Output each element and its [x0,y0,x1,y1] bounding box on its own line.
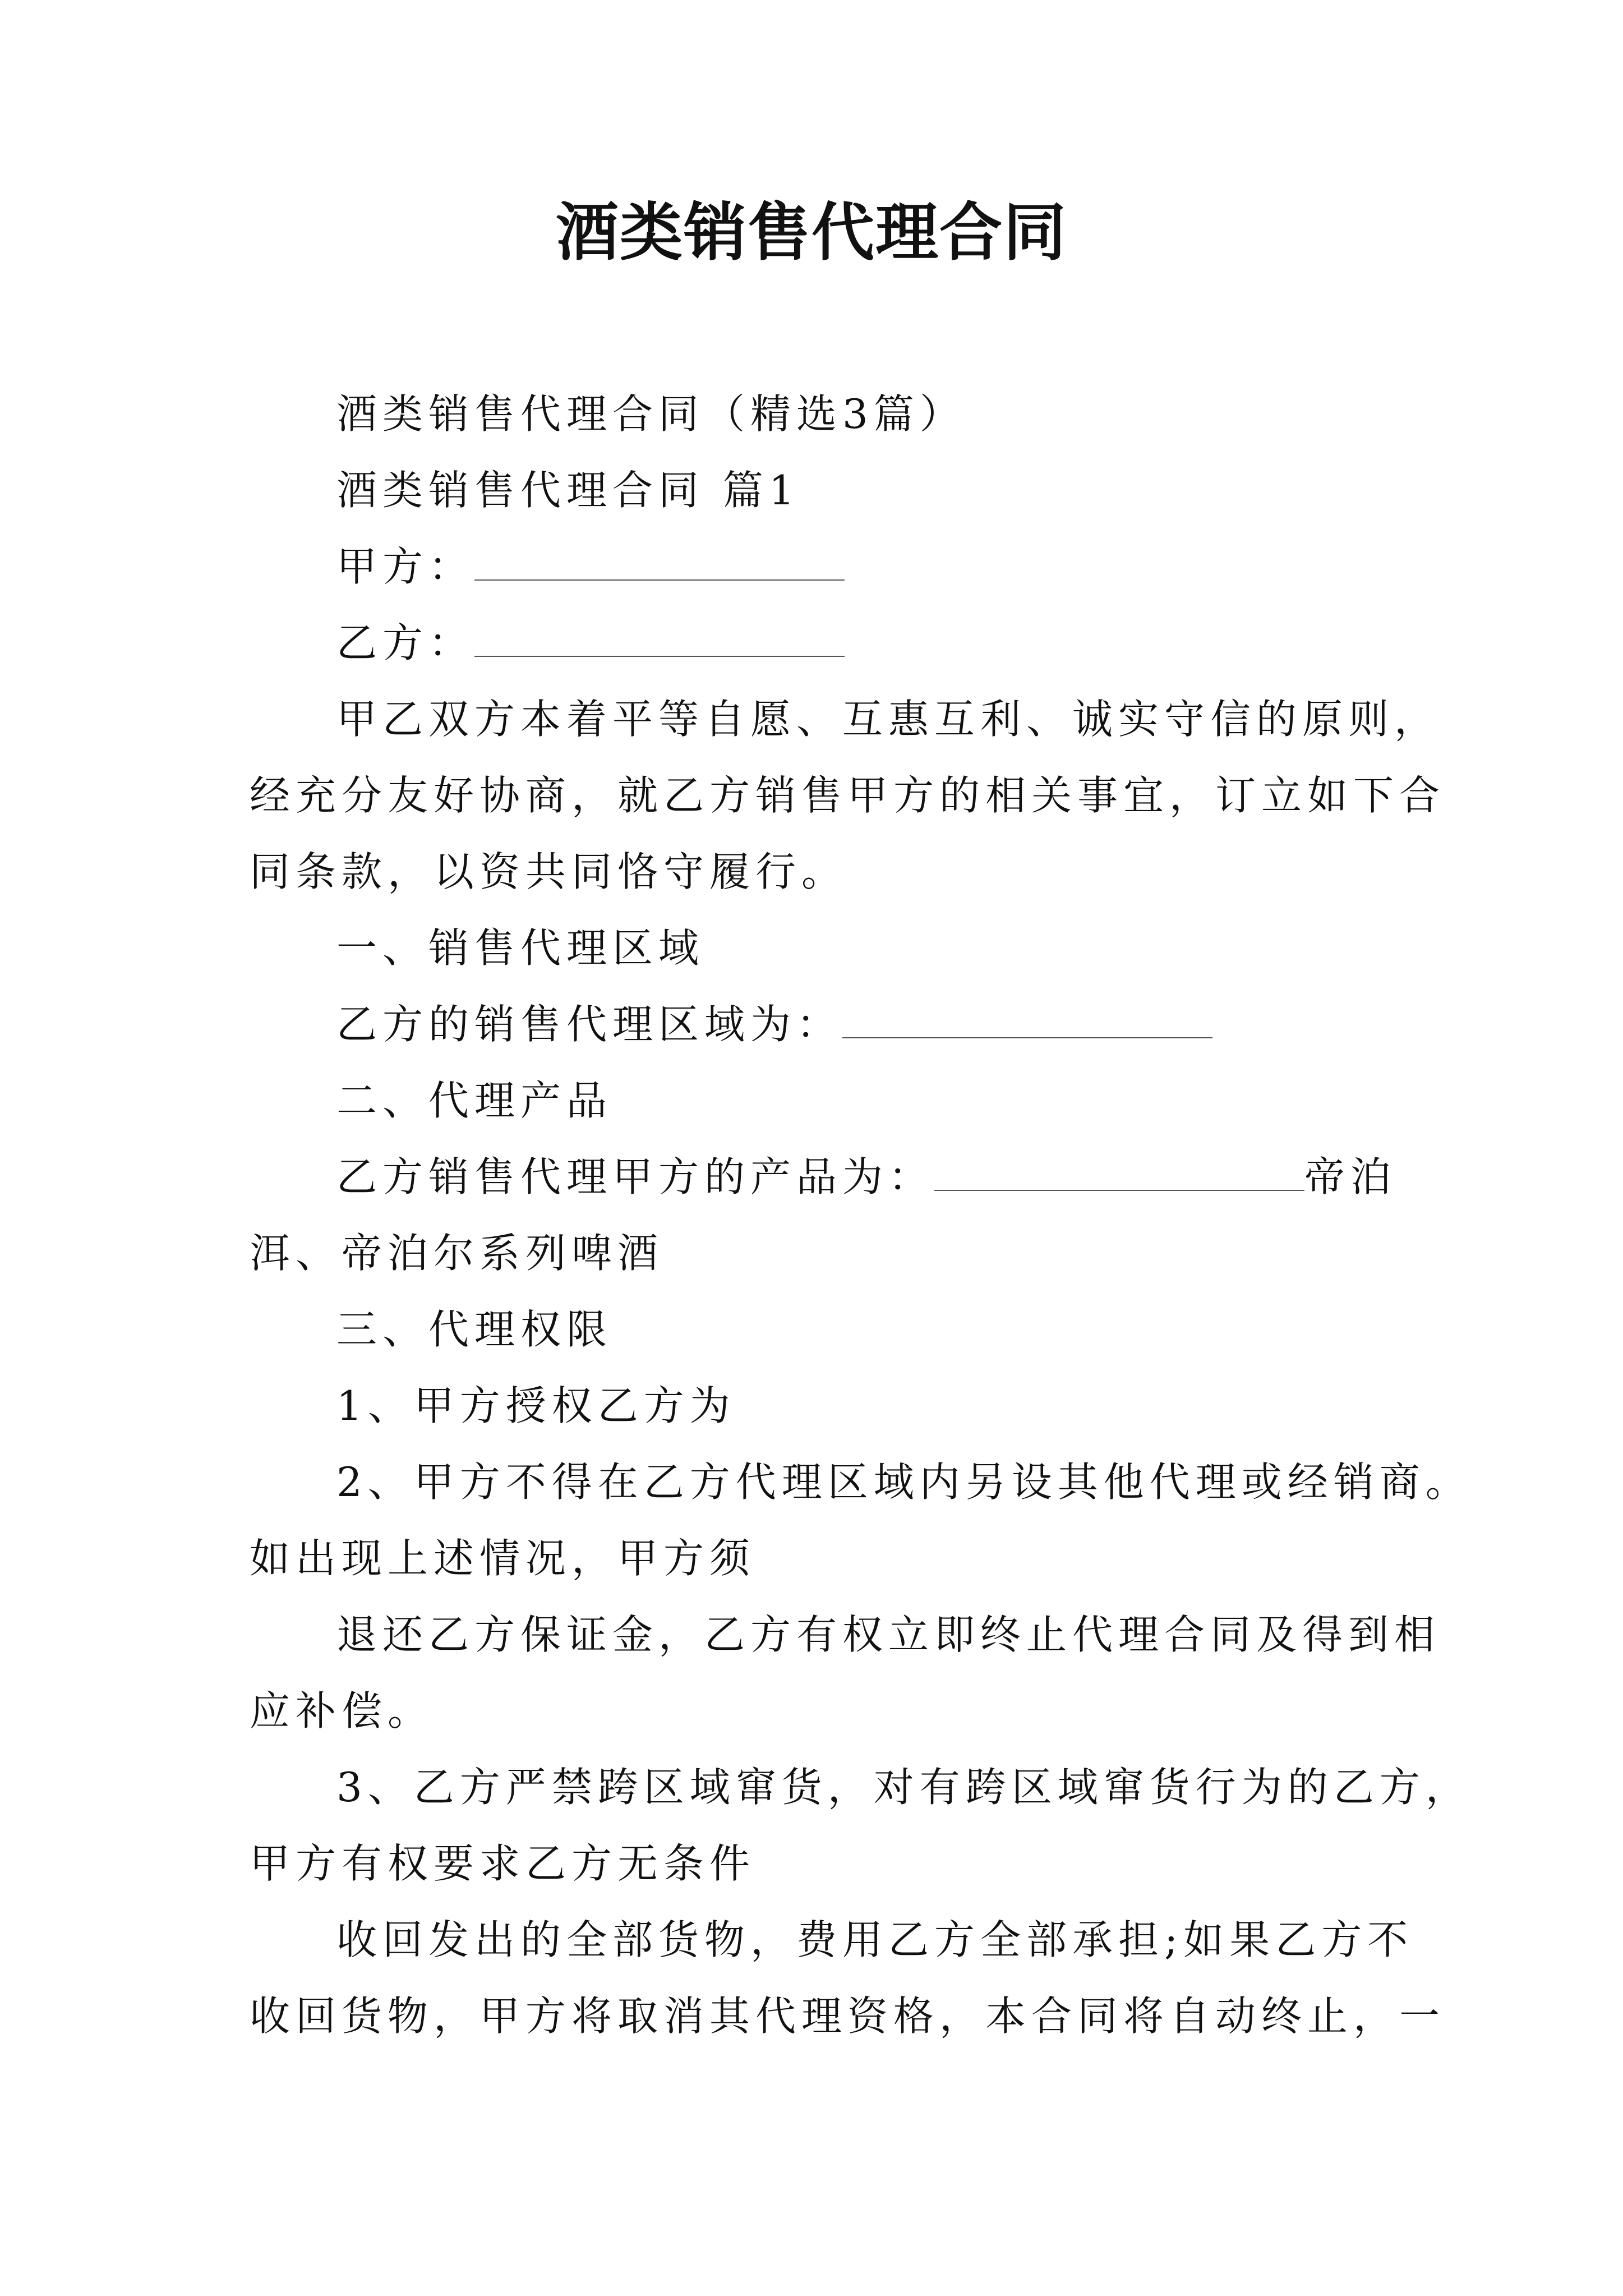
clause-heading: 三、代理权限 [336,1306,613,1353]
paragraph-line: 甲方有权要求乙方无条件 [250,1840,756,1887]
party-a-blank [474,546,845,581]
party-a-label: 甲方： [336,543,475,590]
paragraph-line: 应补偿。 [250,1687,434,1734]
document-title: 酒类销售代理合同 [556,196,1067,269]
paragraph-line: 退还乙方保证金，乙方有权立即终止代理合同及得到相 [336,1611,1441,1658]
paragraph-line: 洱、帝泊尔系列啤酒 [250,1230,664,1277]
paragraph-line: 收回货物，甲方将取消其代理资格，本合同将自动终止，一 [250,1993,1446,2040]
sales-area-label: 乙方的销售代理区域为： [336,1001,843,1048]
party-a-line [250,528,1394,605]
subtitle-line: 酒类销售代理合同（精选3篇） [336,390,966,438]
clause-heading: 二、代理产品 [336,1077,613,1124]
product-line [250,1139,1397,1215]
sales-area-line [250,986,1394,1062]
sales-area-blank [842,1004,1212,1038]
paragraph-line: 收回发出的全部货物，费用乙方全部承担;如果乙方不 [336,1916,1414,1963]
paragraph-line: 经充分友好协商，就乙方销售甲方的相关事宜，订立如下合 [250,772,1446,819]
product-name-start: 帝泊 [1304,1153,1397,1200]
product-label: 乙方销售代理甲方的产品为： [336,1153,935,1200]
paragraph-line: 如出现上述情况，甲方须 [250,1535,756,1582]
paragraph-line: 3、乙方严禁跨区域窜货，对有跨区域窜货行为的乙方， [336,1764,1472,1811]
product-blank [934,1156,1304,1191]
paragraph-line: 甲乙双方本着平等自愿、互惠互利、诚实守信的原则， [336,696,1441,743]
document-body [250,376,1472,2054]
clause-heading: 一、销售代理区域 [336,924,705,972]
party-b-label: 乙方： [336,619,475,666]
party-b-blank [474,622,845,657]
party-b-line [250,605,1394,681]
paragraph-line: 同条款，以资共同恪守履行。 [250,848,848,895]
section-heading-part1: 酒类销售代理合同 篇1 [336,467,800,514]
paragraph-line: 1、甲方授权乙方为 [336,1382,736,1429]
paragraph-line: 2、甲方不得在乙方代理区域内另设其他代理或经销商。 [336,1458,1472,1506]
